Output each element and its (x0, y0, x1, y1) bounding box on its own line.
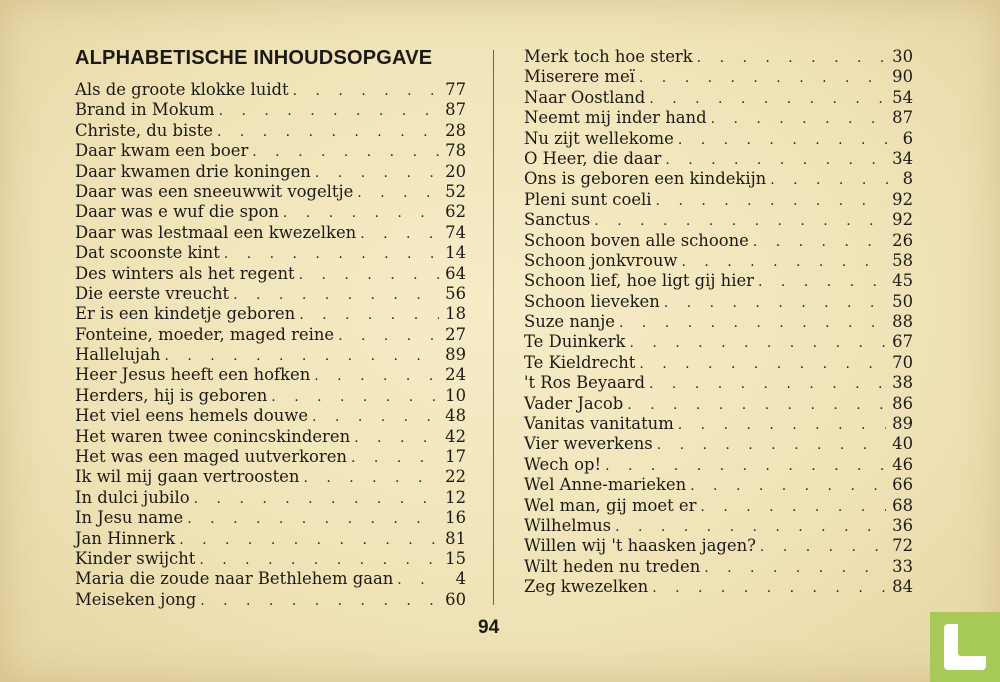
entry-page-number: 58 (892, 250, 913, 270)
entry-page-number: 92 (892, 189, 913, 209)
entry-page-number: 20 (445, 161, 466, 181)
entry-title: Meiseken jong (75, 589, 197, 609)
entry-title: Fonteine, moeder, maged reine (75, 324, 335, 344)
entry-title: Het waren twee conincskinderen (75, 426, 351, 446)
page-number: 94 (478, 617, 500, 638)
entry-title: Vanitas vanitatum (524, 414, 674, 434)
dot-leader (629, 333, 886, 353)
entry-title: Vader Jacob (524, 393, 624, 413)
entry-page-number: 88 (892, 312, 913, 332)
index-entry (524, 475, 913, 495)
entry-page-number: 72 (892, 536, 913, 556)
entry-page-number: 12 (445, 487, 466, 507)
dot-leader (283, 203, 439, 223)
entry-title: Te Kieldrecht (524, 352, 636, 372)
index-entry (524, 149, 913, 169)
dot-leader (639, 354, 886, 374)
entry-title: Als de groote klokke luidt (75, 80, 289, 99)
entry-page-number: 30 (892, 47, 913, 66)
entry-page-number: 86 (892, 393, 913, 413)
index-entry (524, 271, 913, 291)
entry-title: 't Ros Beyaard (524, 373, 646, 393)
entry-page-number: 87 (445, 100, 466, 120)
entry-title: Suze nanje (524, 312, 615, 332)
index-entry (524, 455, 913, 475)
dot-leader (200, 591, 439, 611)
dot-leader (233, 285, 439, 305)
dot-leader (615, 517, 886, 537)
entry-title: Miserere meï (524, 67, 635, 87)
dot-leader (678, 415, 886, 435)
dot-leader (652, 578, 886, 598)
dot-leader (354, 428, 439, 448)
entry-page-number: 46 (892, 454, 913, 474)
entry-page-number: 60 (445, 589, 466, 609)
entry-page-number: 90 (892, 67, 913, 87)
dot-leader (312, 407, 439, 427)
entry-page-number: 84 (892, 577, 913, 597)
index-entry (524, 536, 913, 556)
entry-title: Wilt heden nu treden (524, 556, 701, 576)
entry-page-number: 16 (445, 508, 466, 528)
dot-leader (639, 68, 886, 88)
dot-leader (299, 265, 440, 285)
index-entry (524, 373, 913, 393)
entry-page-number: 45 (892, 271, 913, 291)
entry-title: Schoon jonkvrouw (524, 250, 678, 270)
index-entry (75, 304, 466, 324)
index-entry (75, 141, 466, 161)
index-entry (75, 284, 466, 304)
entry-title: Brand in Mokum (75, 100, 215, 120)
dot-leader (690, 476, 886, 496)
dot-leader (179, 530, 439, 550)
entry-page-number: 15 (445, 548, 466, 568)
dot-leader (697, 48, 886, 68)
entry-title: Neemt mij inder hand (524, 108, 707, 128)
entry-title: Heer Jesus heeft een hofken (75, 365, 311, 385)
index-entry (75, 406, 466, 426)
index-column-right (524, 47, 913, 598)
index-entry (75, 182, 466, 202)
index-entry (524, 251, 913, 271)
index-entry (524, 88, 913, 108)
dot-leader (293, 81, 440, 101)
entry-page-number: 38 (892, 373, 913, 393)
index-entry (75, 223, 466, 243)
dot-leader (299, 305, 439, 325)
entry-title: Daar was e wuf die spon (75, 202, 279, 222)
index-entry (75, 264, 466, 284)
entry-title: Christe, du biste (75, 120, 213, 140)
entry-page-number: 42 (445, 426, 466, 446)
index-entry (524, 557, 913, 577)
index-entry (75, 549, 466, 569)
dot-leader (758, 272, 886, 292)
dot-leader (271, 387, 439, 407)
dot-leader (770, 170, 889, 190)
entry-title: O Heer, die daar (524, 148, 662, 168)
entry-page-number: 10 (445, 385, 466, 405)
column-divider (493, 50, 494, 605)
dot-leader (360, 224, 439, 244)
dot-leader (678, 130, 889, 150)
entry-page-number: 36 (892, 515, 913, 535)
entry-page-number: 52 (445, 181, 466, 201)
dot-leader (664, 293, 886, 313)
index-entry (524, 516, 913, 536)
index-entry (75, 202, 466, 222)
dot-leader (194, 489, 439, 509)
entry-page-number: 26 (892, 230, 913, 250)
entry-page-number: 66 (892, 475, 913, 495)
dot-leader (627, 395, 886, 415)
dot-leader (164, 346, 439, 366)
index-entry (524, 231, 913, 251)
watermark-logo-icon (930, 612, 1000, 682)
dot-leader (219, 101, 440, 121)
entry-title: In Jesu name (75, 508, 184, 528)
entry-title: Daar was lestmaal een kwezelken (75, 222, 357, 242)
entry-page-number: 92 (892, 210, 913, 230)
entry-title: Des winters als het regent (75, 263, 295, 283)
index-entry (524, 210, 913, 230)
entry-title: Hallelujah (75, 345, 161, 365)
entry-page-number: 70 (892, 352, 913, 372)
entry-title: Het viel eens hemels douwe (75, 406, 309, 426)
entry-page-number: 48 (445, 406, 466, 426)
index-entry (524, 129, 913, 149)
index-entry (524, 190, 913, 210)
dot-leader (252, 142, 439, 162)
entry-title: Wel Anne-marieken (524, 475, 687, 495)
entry-title: Willen wij 't haasken jagen? (524, 536, 756, 556)
index-entry (524, 496, 913, 516)
entry-page-number: 64 (445, 263, 466, 283)
dot-leader (649, 374, 886, 394)
index-entry (75, 325, 466, 345)
entry-page-number: 74 (445, 222, 466, 242)
entry-title: Schoon lief, hoe ligt gij hier (524, 271, 755, 291)
entry-page-number: 87 (892, 108, 913, 128)
index-entry (524, 292, 913, 312)
entry-title: Pleni sunt coeli (524, 189, 652, 209)
entry-title: Kinder swijcht (75, 548, 196, 568)
entry-page-number: 27 (445, 324, 466, 344)
index-entry (75, 121, 466, 141)
dot-leader (357, 183, 439, 203)
index-entry (75, 162, 466, 182)
entry-title: Jan Hinnerk (75, 528, 176, 548)
index-entry (524, 332, 913, 352)
entry-title: Sanctus (524, 210, 591, 230)
index-entry (75, 590, 466, 610)
dot-leader (187, 509, 439, 529)
index-entry (75, 427, 466, 447)
dot-leader (649, 89, 886, 109)
dot-leader (351, 448, 439, 468)
index-entry (75, 569, 466, 589)
dot-leader (700, 497, 886, 517)
entry-page-number: 24 (445, 365, 466, 385)
entry-title: Te Duinkerk (524, 332, 626, 352)
index-entry (75, 100, 466, 120)
entry-title: Daar kwamen drie koningen (75, 161, 311, 181)
index-entry (524, 47, 913, 67)
entry-page-number: 67 (892, 332, 913, 352)
dot-leader (656, 191, 887, 211)
dot-leader (397, 570, 442, 590)
entry-title: Ik wil mij gaan vertroosten (75, 467, 300, 487)
index-entry (75, 529, 466, 549)
entry-page-number: 14 (445, 243, 466, 263)
entry-title: Ons is geboren een kindekijn (524, 169, 767, 189)
entry-page-number: 50 (892, 291, 913, 311)
dot-leader (657, 435, 886, 455)
index-entry (75, 345, 466, 365)
dot-leader (315, 163, 439, 183)
entry-page-number: 62 (445, 202, 466, 222)
dot-leader (224, 244, 439, 264)
index-entry (75, 508, 466, 528)
entry-page-number: 22 (445, 467, 466, 487)
index-entry (524, 312, 913, 332)
index-entry (75, 243, 466, 263)
entry-title: Dat scoonste kint (75, 243, 220, 263)
entry-title: Daar was een sneeuwwit vogeltje (75, 181, 354, 201)
entry-title: Wilhelmus (524, 515, 612, 535)
index-entry (524, 434, 913, 454)
entry-page-number: 68 (892, 495, 913, 515)
entry-page-number: 33 (892, 556, 913, 576)
index-entry (524, 353, 913, 373)
entry-title: Daar kwam een boer (75, 141, 249, 161)
dot-leader (704, 558, 886, 578)
index-title: ALPHABETISCHE INHOUDSOPGAVE (75, 47, 433, 69)
entry-title: Het was een maged uutverkoren (75, 447, 347, 467)
entry-title: Maria die zoude naar Bethlehem gaan (75, 569, 394, 589)
index-entry (524, 169, 913, 189)
dot-leader (605, 456, 886, 476)
entry-title: Wel man, gij moet er (524, 495, 697, 515)
entry-title: Zeg kwezelken (524, 577, 649, 597)
entry-page-number: 4 (455, 569, 466, 589)
entry-page-number: 6 (902, 128, 913, 148)
entry-page-number: 89 (445, 345, 466, 365)
dot-leader (303, 468, 439, 488)
entry-title: Herders, hij is geboren (75, 385, 268, 405)
entry-page-number: 34 (892, 148, 913, 168)
dot-leader (619, 313, 886, 333)
entry-page-number: 77 (445, 80, 466, 99)
entry-title: Vier weverkens (524, 434, 653, 454)
dot-leader (594, 211, 886, 231)
index-entry (524, 67, 913, 87)
index-entry (75, 80, 466, 100)
dot-leader (199, 550, 439, 570)
dot-leader (753, 232, 886, 252)
dot-leader (681, 252, 886, 272)
index-entry (524, 577, 913, 597)
entry-title: Schoon lieveken (524, 291, 660, 311)
entry-page-number: 17 (445, 447, 466, 467)
entry-page-number: 81 (445, 528, 466, 548)
index-entry (75, 447, 466, 467)
index-entry (524, 108, 913, 128)
entry-title: Er is een kindetje geboren (75, 304, 296, 324)
dot-leader (711, 109, 887, 129)
entry-page-number: 56 (445, 283, 466, 303)
dot-leader (665, 150, 886, 170)
entry-title: In dulci jubilo (75, 487, 190, 507)
entry-page-number: 8 (902, 169, 913, 189)
index-entry (75, 386, 466, 406)
index-entry (524, 394, 913, 414)
dot-leader (314, 366, 439, 386)
index-entry (75, 365, 466, 385)
entry-page-number: 89 (892, 414, 913, 434)
entry-page-number: 18 (445, 304, 466, 324)
entry-title: Schoon boven alle schoone (524, 230, 749, 250)
entry-page-number: 28 (445, 120, 466, 140)
entry-title: Merk toch hoe sterk (524, 47, 693, 66)
entry-page-number: 54 (892, 87, 913, 107)
index-entry (75, 488, 466, 508)
index-entry (75, 467, 466, 487)
entry-title: Wech op! (524, 454, 602, 474)
index-column-left (75, 80, 466, 610)
index-entry (524, 414, 913, 434)
dot-leader (338, 326, 439, 346)
entry-page-number: 78 (445, 141, 466, 161)
entry-page-number: 40 (892, 434, 913, 454)
dot-leader (760, 537, 886, 557)
entry-title: Die eerste vreucht (75, 283, 230, 303)
entry-title: Nu zijt wellekome (524, 128, 674, 148)
entry-title: Naar Oostland (524, 87, 646, 107)
dot-leader (217, 122, 439, 142)
